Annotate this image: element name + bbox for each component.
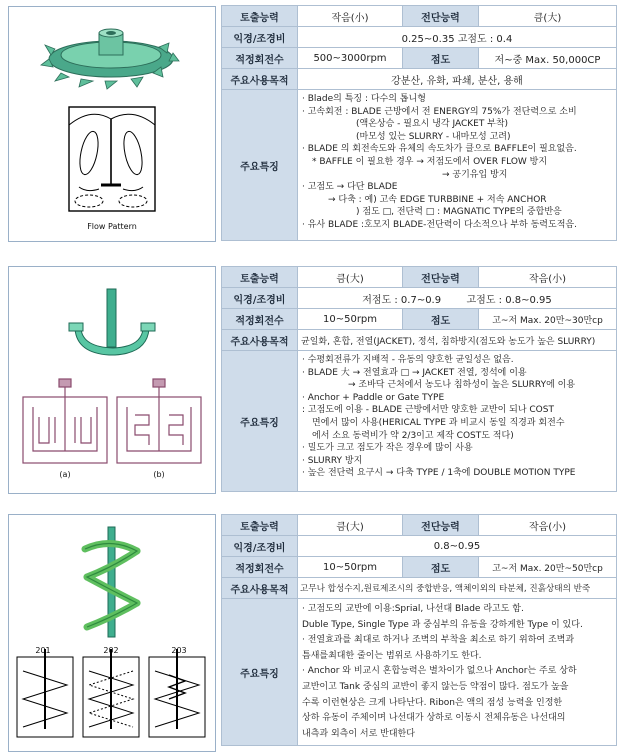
rpm-value: 500~3000rpm <box>298 48 403 69</box>
image-frame <box>8 266 216 494</box>
row-discharge <box>222 6 617 27</box>
discharge-label: 토출능력 <box>222 6 298 27</box>
feature-line: 틈새를최대한 줄이는 범위로 사용하기도 한다. <box>302 650 482 661</box>
discharge-label: 토출능력 <box>222 267 298 288</box>
feature-line: · 고속회전 : BLADE 근방에서 전 ENERGY의 75%가 전단력으로 소비 <box>302 106 577 117</box>
row-purpose <box>222 330 617 351</box>
ratio-label: 익경/조경비 <box>222 536 298 557</box>
shear-value: 큼(大) <box>479 6 617 27</box>
rpm-label: 적정회전수 <box>222 309 298 330</box>
purpose-value: 균일화, 혼합, 전열(JACKET), 정석, 침하방지(점도와 농도가 높은 SLURRY) <box>298 330 617 351</box>
anchor-vessel-diagram-a <box>23 379 107 463</box>
ribbon-vessel-diagrams <box>17 649 205 737</box>
feature-line: (마모성 있는 SLURRY - 내마모성 고려) <box>356 131 511 142</box>
viscosity-value: 고~저 Max. 20만~30만cp <box>479 309 617 330</box>
flow-pattern-caption: Flow Pattern <box>87 222 137 231</box>
feature-line: · 수평회전류가 지배적 - 유동의 양호한 균일성은 없음. <box>302 355 514 365</box>
anchor-illustration <box>9 267 215 493</box>
ribbon-type-label: 203 <box>171 646 187 655</box>
feature-line: (액온상승 - 필요시 냉각 JACKET 부착) <box>356 119 509 130</box>
viscosity-label: 점도 <box>403 48 479 69</box>
features-label: 주요특징 <box>222 90 298 241</box>
sawtooth-disc-icon <box>41 29 179 89</box>
rpm-value: 10~50rpm <box>298 309 403 330</box>
rpm-value: 10~50rpm <box>298 557 403 578</box>
row-rpm <box>222 557 617 578</box>
feature-line: 면에서 많이 사용(HERICAL TYPE 과 비교시 동일 직경과 회전수 <box>312 417 565 428</box>
row-purpose <box>222 69 617 90</box>
feature-line: → 다축 : 예) 고속 EDGE TURBBINE + 저속 ANCHOR <box>328 194 547 205</box>
viscosity-label: 점도 <box>403 309 479 330</box>
row-discharge <box>222 267 617 288</box>
purpose-label: 주요사용목적 <box>222 330 298 351</box>
row-features <box>222 351 617 492</box>
feature-line: 수록 이런현상은 크게 나타난다. Ribon은 액의 점성 능력을 인정한 <box>302 697 563 708</box>
features-label: 주요특징 <box>222 351 298 492</box>
rpm-label: 적정회전수 <box>222 48 298 69</box>
feature-line: · Anchor + Paddle or Gate TYPE <box>302 392 445 403</box>
feature-line: · Anchor 와 비교시 혼합능력은 별차이가 없으나 Anchor는 주로 상하 <box>302 666 577 677</box>
feature-line: · 높은 전단력 요구시 → 다축 TYPE / 1축에 DOUBLE MOTION TYPE <box>302 468 576 479</box>
viscosity-label: 점도 <box>403 557 479 578</box>
purpose-value: 강분산, 유화, 파쇄, 분산, 용해 <box>298 69 617 90</box>
row-diameter-ratio <box>222 27 617 48</box>
ratio-label: 익경/조경비 <box>222 27 298 48</box>
discharge-value: 작음(小) <box>298 6 403 27</box>
feature-line: · Blade의 특징 : 다수의 톱니형 <box>302 94 426 104</box>
image-frame <box>8 6 216 242</box>
row-features <box>222 90 617 241</box>
feature-line: Duble Type, Single Type 과 중심부의 유동을 강하게한 Type 이 있다. <box>302 619 583 630</box>
row-diameter-ratio <box>222 288 617 309</box>
spec-table-2 <box>221 266 617 492</box>
vessel-b-label: (b) <box>153 470 165 479</box>
shear-value: 작음(小) <box>479 515 617 536</box>
ribbon-type-label: 202 <box>103 646 119 655</box>
flow-pattern-diagram <box>69 107 155 211</box>
feature-line: → 공기유입 방지 <box>442 169 508 180</box>
helical-ribbon-icon <box>85 527 137 637</box>
impeller-illustration <box>9 7 215 241</box>
shear-value: 작음(小) <box>479 267 617 288</box>
row-discharge <box>222 515 617 536</box>
features-list <box>298 351 617 492</box>
spec-table-3 <box>221 514 617 746</box>
viscosity-value: 고~저 Max. 20만~50만cp <box>479 557 617 578</box>
feature-line: · 전열효과를 최대로 하거나 조벽의 부착을 최소로 하기 위하여 조벽과 <box>302 635 575 646</box>
anchor-impeller-icon <box>69 289 155 355</box>
spec-table-1 <box>221 5 617 241</box>
feature-line: · BLADE 의 회전속도와 유체의 속도차가 클으로 BAFFLE이 필요없음. <box>302 144 577 155</box>
shear-label: 전단능력 <box>403 515 479 536</box>
feature-line: 에서 소요 동력비가 약 2/3이고 제작 COST도 적다) <box>312 430 514 441</box>
discharge-value: 큼(大) <box>298 515 403 536</box>
feature-line: · SLURRY 방지 <box>302 455 363 466</box>
feature-line: → 조바닥 근처에서 농도나 침하성이 높은 SLURRY에 이용 <box>348 380 576 391</box>
vessel-a-label: (a) <box>59 470 71 479</box>
discharge-value: 큼(大) <box>298 267 403 288</box>
rpm-label: 적정회전수 <box>222 557 298 578</box>
purpose-label: 주요사용목적 <box>222 578 298 599</box>
viscosity-value: 저~중 Max. 50,000CP <box>479 48 617 69</box>
feature-line: 내측과 외측이 서로 반대한다 <box>302 728 415 739</box>
row-rpm <box>222 48 617 69</box>
feature-line: 교반이고 Tank 중심의 교반이 좋지 않는등 약점이 많다. 점도가 높을 <box>302 681 569 692</box>
feature-line: · BLADE 大 → 전열효과 □ → JACKET 전열, 정석에 이용 <box>302 367 527 378</box>
feature-line: · 고점도의 교반에 이용:Sprial, 나선대 Blade 라고도 함. <box>302 604 524 614</box>
ribbon-type-label: 201 <box>35 646 51 655</box>
row-diameter-ratio <box>222 536 617 557</box>
shear-label: 전단능력 <box>403 6 479 27</box>
shear-label: 전단능력 <box>403 267 479 288</box>
ratio-label: 익경/조경비 <box>222 288 298 309</box>
discharge-label: 토출능력 <box>222 515 298 536</box>
feature-line: 상하 유동이 주체이며 나선대가 상하로 이동시 전체유동은 나선대의 <box>302 713 566 724</box>
features-list <box>298 599 617 746</box>
ribbon-illustration <box>9 515 215 751</box>
row-rpm <box>222 309 617 330</box>
anchor-vessel-diagram-b <box>117 379 201 463</box>
image-frame <box>8 514 216 752</box>
feature-line: · 밀도가 크고 점도가 작은 경우에 많이 사용 <box>302 443 473 454</box>
features-list <box>298 90 617 241</box>
ratio-value: 저점도 : 0.7~0.9 고점도 : 0.8~0.95 <box>298 288 617 309</box>
ratio-value: 0.25~0.35 고점도 : 0.4 <box>298 27 617 48</box>
feature-line: · 유사 BLADE :호모지 BLADE-전단력이 다소적으나 부하 동력도적음. <box>302 219 577 230</box>
feature-line: · 고점도 → 다단 BLADE <box>302 182 398 193</box>
features-label: 주요특징 <box>222 599 298 746</box>
feature-line: : 고점도에 이용 - BLADE 근방에서만 양호한 교반이 되나 COST <box>302 405 554 416</box>
row-features <box>222 599 617 746</box>
feature-line: ) 점도 □, 전단력 □ : MAGNATIC TYPE의 중합반응 <box>356 207 562 218</box>
purpose-label: 주요사용목적 <box>222 69 298 90</box>
feature-line: * BAFFLE 이 필요한 경우 → 저점도에서 OVER FLOW 방지 <box>312 156 548 167</box>
row-purpose <box>222 578 617 599</box>
ratio-value: 0.8~0.95 <box>298 536 617 557</box>
purpose-value: 고무나 합성수지,원료제조시의 중합반응, 액체이외의 타분체, 진흙상태의 반죽 <box>298 578 617 599</box>
